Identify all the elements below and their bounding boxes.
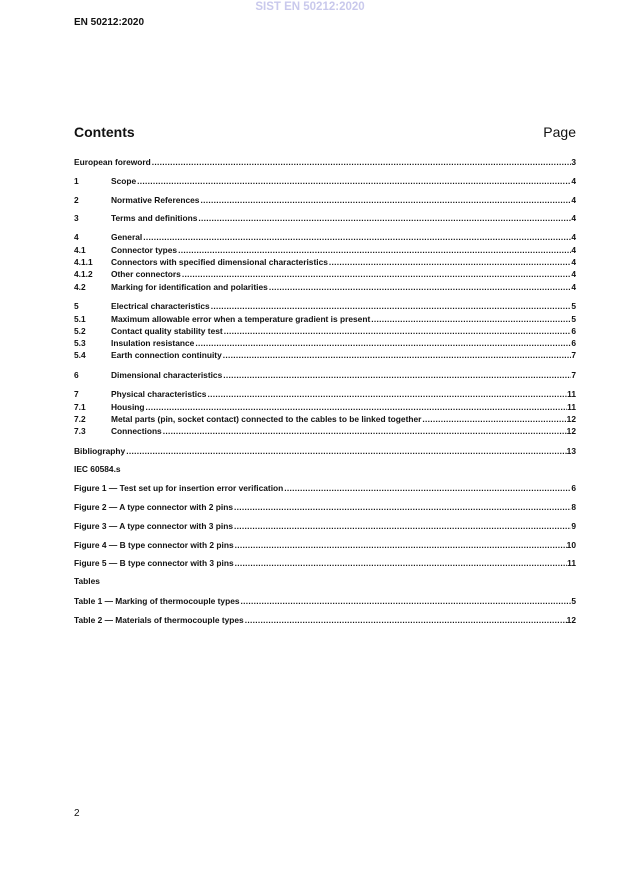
- toc-entry-title: Figure 1 — Test set up for insertion error verification: [74, 483, 284, 493]
- toc-entry-page: 4: [571, 269, 576, 279]
- toc-entry-title: Figure 2 — A type connector with 2 pins: [74, 502, 233, 512]
- toc-entry-number: 3: [74, 213, 79, 223]
- toc-entry-page: 7: [571, 370, 576, 380]
- toc-entry-page: 4: [571, 213, 576, 223]
- toc-dot-leader: [371, 314, 571, 325]
- toc-entry-title: Metal parts (pin, socket contact) connected to the cables to be linked together: [111, 414, 422, 424]
- toc-entry-number: 7: [74, 389, 79, 399]
- toc-entry[interactable]: [74, 326, 576, 337]
- toc-entry-page: 11: [567, 389, 576, 399]
- toc-entry[interactable]: [74, 176, 576, 187]
- toc-dot-leader: [152, 157, 572, 168]
- toc-entry-page: 8: [571, 502, 576, 512]
- toc-dot-leader: [163, 426, 567, 437]
- toc-entry[interactable]: [74, 257, 576, 268]
- toc-entry-title: Bibliography: [74, 446, 126, 456]
- toc-entry-title: Table 2 — Materials of thermocouple types: [74, 615, 244, 625]
- toc-dot-leader: [137, 176, 571, 187]
- toc-entry-title: Figure 3 — A type connector with 3 pins: [74, 521, 233, 531]
- toc-entry-page: 13: [566, 446, 576, 456]
- toc-entry-title: Marking for identification and polarities: [111, 282, 268, 292]
- toc-entry-title: Other connectors: [111, 269, 181, 279]
- toc-entry-page: 12: [566, 426, 576, 436]
- toc-figure-entry[interactable]: [74, 483, 576, 494]
- toc-entry-title: Maximum allowable error when a temperature gradient is present: [111, 314, 371, 324]
- toc-entry-title: Connector types: [111, 245, 178, 255]
- toc-entry-page: 4: [571, 245, 576, 255]
- toc-entry-number: 4: [74, 232, 79, 242]
- toc-dot-leader: [207, 389, 567, 400]
- toc-entry-title: Connections: [111, 426, 162, 436]
- toc-entry[interactable]: [74, 414, 576, 425]
- toc-dot-leader: [178, 245, 571, 256]
- toc-entry[interactable]: [74, 350, 576, 361]
- toc-entry-page: 4: [571, 232, 576, 242]
- toc-entry[interactable]: [74, 370, 576, 381]
- toc-entry[interactable]: [74, 245, 576, 256]
- toc-entry-title: Normative References: [111, 195, 200, 205]
- toc-entry-title: Connectors with specified dimensional characteristics: [111, 257, 328, 267]
- toc-dot-leader: [126, 446, 566, 457]
- toc-dot-leader: [198, 213, 571, 224]
- contents-title: Contents: [74, 124, 135, 140]
- toc-entry[interactable]: [74, 269, 576, 280]
- toc-entry-page: 6: [571, 483, 576, 493]
- toc-dot-leader: [422, 414, 566, 425]
- toc-dot-leader: [235, 540, 567, 551]
- toc-dot-leader: [143, 232, 571, 243]
- toc-entry[interactable]: [74, 213, 576, 224]
- toc-entry-title: Figure 4 — B type connector with 2 pins: [74, 540, 234, 550]
- document-id-header: EN 50212:2020: [74, 17, 145, 28]
- toc-dot-leader: [269, 282, 572, 293]
- toc-entry-page: 4: [571, 257, 576, 267]
- toc-entry-number: 4.1.2: [74, 269, 93, 279]
- toc-entry-title: Terms and definitions: [111, 213, 198, 223]
- toc-entry-number: 5.3: [74, 338, 86, 348]
- toc-entry[interactable]: [74, 157, 576, 168]
- toc-dot-leader: [224, 326, 572, 337]
- toc-figure-entry[interactable]: [74, 521, 576, 532]
- toc-entry-title: Housing: [111, 402, 145, 412]
- toc-entry-number: 2: [74, 195, 79, 205]
- toc-entry-number: 5.2: [74, 326, 86, 336]
- toc-entry-page: 12: [566, 615, 576, 625]
- toc-entry-page: 4: [571, 176, 576, 186]
- toc-entry-number: 1: [74, 176, 79, 186]
- toc-dot-leader: [234, 502, 571, 513]
- toc-entry-page: 4: [571, 195, 576, 205]
- toc-figure-entry[interactable]: [74, 502, 576, 513]
- toc-entry-page: 4: [571, 282, 576, 292]
- toc-entry-title: Scope: [111, 176, 137, 186]
- toc-entry-number: 5.4: [74, 350, 86, 360]
- toc-entry-number: 4.1.1: [74, 257, 93, 267]
- toc-dot-leader: [329, 257, 571, 268]
- toc-entry[interactable]: [74, 282, 576, 293]
- toc-entry[interactable]: [74, 314, 576, 325]
- toc-entry[interactable]: [74, 426, 576, 437]
- toc-entry[interactable]: [74, 232, 576, 243]
- toc-dot-leader: [284, 483, 571, 494]
- toc-entry-page: 10: [566, 540, 576, 550]
- toc-dot-leader: [234, 521, 571, 532]
- toc-dot-leader: [235, 558, 568, 569]
- toc-entry-title: Contact quality stability test: [111, 326, 223, 336]
- toc-dot-leader: [245, 615, 567, 626]
- toc-entry-title: Dimensional characteristics: [111, 370, 223, 380]
- toc-entry-page: 5: [571, 314, 576, 324]
- toc-entry-title: Physical characteristics: [111, 389, 207, 399]
- toc-figure-entry[interactable]: [74, 558, 576, 569]
- toc-entry-title: European foreword: [74, 157, 151, 167]
- toc-entry[interactable]: [74, 402, 576, 413]
- toc-entry-number: 4.1: [74, 245, 86, 255]
- toc-entry-page: 11: [567, 402, 576, 412]
- toc-entry-number: 6: [74, 370, 79, 380]
- page-number: 2: [74, 808, 80, 819]
- toc-dot-leader: [182, 269, 572, 280]
- toc-entry-page: 5: [571, 301, 576, 311]
- toc-entry[interactable]: [74, 301, 576, 312]
- toc-entry-page: 9: [571, 521, 576, 531]
- toc-entry-page: 3: [571, 157, 576, 167]
- toc-entry-number: 5.1: [74, 314, 86, 324]
- figures-heading: IEC 60584.s: [74, 464, 121, 474]
- toc-entry[interactable]: [74, 338, 576, 349]
- watermark: SIST EN 50212:2020: [255, 1, 365, 13]
- toc-entry-title: General: [111, 232, 143, 242]
- toc-figure-entry[interactable]: [74, 540, 576, 551]
- toc-entry-page: 7: [571, 350, 576, 360]
- toc-entry-title: Insulation resistance: [111, 338, 195, 348]
- toc-dot-leader: [200, 195, 571, 206]
- toc-dot-leader: [211, 301, 572, 312]
- toc-entry-title: Earth connection continuity: [111, 350, 222, 360]
- toc-table-entry[interactable]: [74, 596, 576, 607]
- toc-dot-leader: [195, 338, 571, 349]
- tables-heading: Tables: [74, 576, 100, 586]
- toc-entry-number: 7.1: [74, 402, 86, 412]
- toc-entry-page: 6: [571, 326, 576, 336]
- toc-entry[interactable]: [74, 446, 576, 457]
- toc-entry-number: 7.3: [74, 426, 86, 436]
- toc-entry[interactable]: [74, 389, 576, 400]
- toc-table-entry[interactable]: [74, 615, 576, 626]
- toc-dot-leader: [146, 402, 568, 413]
- toc-entry-title: Table 1 — Marking of thermocouple types: [74, 596, 240, 606]
- toc-entry-number: 7.2: [74, 414, 86, 424]
- toc-entry-title: Figure 5 — B type connector with 3 pins: [74, 558, 234, 568]
- toc-dot-leader: [223, 370, 571, 381]
- toc-entry[interactable]: [74, 195, 576, 206]
- toc-entry-page: 11: [567, 558, 576, 568]
- toc-entry-page: 12: [566, 414, 576, 424]
- toc-entry-number: 4.2: [74, 282, 86, 292]
- toc-entry-page: 5: [571, 596, 576, 606]
- page-column-label: Page: [543, 124, 576, 140]
- toc-entry-page: 6: [571, 338, 576, 348]
- toc-entry-title: Electrical characteristics: [111, 301, 210, 311]
- toc-entry-number: 5: [74, 301, 79, 311]
- toc-dot-leader: [241, 596, 572, 607]
- toc-dot-leader: [223, 350, 572, 361]
